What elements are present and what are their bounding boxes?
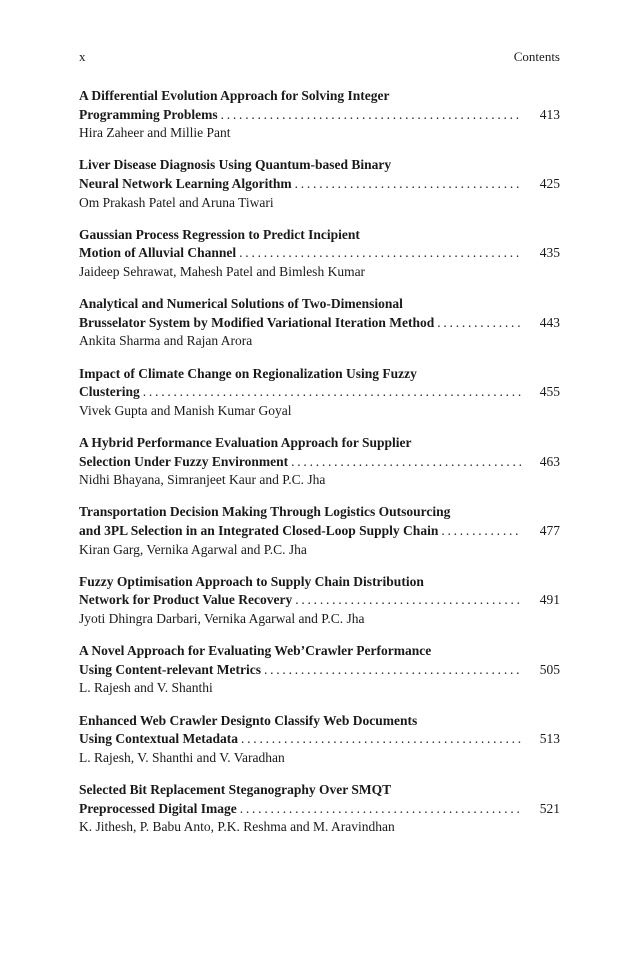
entry-authors: Jyoti Dhingra Darbari, Vernika Agarwal and P.C. Jha xyxy=(79,610,365,626)
toc-entry xyxy=(79,156,560,225)
entry-authors: Jaideep Sehrawat, Mahesh Patel and Bimlesh Kumar xyxy=(79,263,366,279)
dot-leader xyxy=(218,106,522,125)
page-header xyxy=(79,49,560,69)
dot-leader xyxy=(140,383,522,402)
entry-title-line: Network for Product Value Recovery xyxy=(79,592,293,608)
entry-title-line: A Differential Evolution Approach for Solving Integer xyxy=(79,88,390,103)
entry-page-number: 521 xyxy=(539,800,560,816)
entry-title-line: Neural Network Learning Algorithm xyxy=(79,175,292,191)
toc-entry xyxy=(79,226,560,295)
entry-title-leader-row xyxy=(79,314,560,333)
entry-title-line: Preprocessed Digital Image xyxy=(79,800,237,816)
entry-authors: K. Jithesh, P. Babu Anto, P.K. Reshma and M. Aravindhan xyxy=(79,819,395,835)
entry-title-line: Using Contextual Metadata xyxy=(79,731,238,747)
dot-leader xyxy=(292,175,522,194)
entry-title-line: Analytical and Numerical Solutions of Two-Dimensional xyxy=(79,296,403,312)
entry-title-leader-row xyxy=(79,106,560,125)
entry-title-line: Selected Bit Replacement Steganography Over SMQT xyxy=(79,781,392,797)
entry-page-number: 505 xyxy=(539,661,560,677)
entry-authors: Kiran Garg, Vernika Agarwal and P.C. Jha xyxy=(79,541,307,557)
entry-page-number: 435 xyxy=(539,245,560,261)
entry-title-leader-row xyxy=(79,661,560,680)
dot-leader xyxy=(292,591,522,610)
entry-page-number: 513 xyxy=(539,731,560,747)
entry-title-leader-row xyxy=(79,730,560,749)
toc-entry xyxy=(79,642,560,711)
entry-authors: L. Rajesh, V. Shanthi and V. Varadhan xyxy=(79,749,285,765)
entry-page-number: 425 xyxy=(539,175,560,191)
entry-authors: Nidhi Bhayana, Simranjeet Kaur and P.C. Jha xyxy=(79,472,326,488)
entry-title-line: Clustering xyxy=(79,384,140,400)
dot-leader xyxy=(434,314,522,333)
toc-entry xyxy=(79,503,560,572)
dot-leader xyxy=(236,244,522,263)
entry-authors: Ankita Sharma and Rajan Arora xyxy=(79,333,253,349)
entry-title-leader-row xyxy=(79,800,560,819)
dot-leader xyxy=(237,800,522,819)
entry-title-line: Programming Problems xyxy=(79,106,218,122)
entry-page-number: 477 xyxy=(539,522,560,538)
entry-authors: L. Rajesh and V. Shanthi xyxy=(79,680,213,696)
entry-page-number: 443 xyxy=(539,314,560,330)
toc-entry xyxy=(79,573,560,642)
dot-leader xyxy=(288,453,522,472)
entry-title-line: Motion of Alluvial Channel xyxy=(79,245,237,261)
entry-title-line: A Hybrid Performance Evaluation Approach for Supplier xyxy=(79,434,412,450)
entry-title-leader-row xyxy=(79,244,560,263)
entry-title-line: Liver Disease Diagnosis Using Quantum-based Binary xyxy=(79,157,392,173)
toc-entry xyxy=(79,781,560,850)
entry-title-leader-row xyxy=(79,591,560,610)
toc-entry xyxy=(79,365,560,434)
header-running-title: Contents xyxy=(513,49,560,64)
entry-page-number: 413 xyxy=(539,106,560,122)
toc-entry xyxy=(79,87,560,156)
entry-title-leader-row xyxy=(79,522,560,541)
entry-title-line: Transportation Decision Making Through Logistics Outsourcing xyxy=(79,504,451,520)
entry-authors: Om Prakash Patel and Aruna Tiwari xyxy=(79,194,274,210)
entry-page-number: 463 xyxy=(539,453,560,469)
entry-title-leader-row xyxy=(79,383,560,402)
entry-title-line: Impact of Climate Change on Regionalization Using Fuzzy xyxy=(79,365,417,381)
entry-title-line: Brusselator System by Modified Variational Iteration Method xyxy=(79,314,435,330)
dot-leader xyxy=(238,730,522,749)
table-of-contents xyxy=(79,87,560,850)
entry-authors: Hira Zaheer and Millie Pant xyxy=(79,125,231,141)
entry-title-line: Fuzzy Optimisation Approach to Supply Chain Distribution xyxy=(79,573,424,589)
toc-entry xyxy=(79,434,560,503)
entry-page-number: 455 xyxy=(539,384,560,400)
entry-title-line: and 3PL Selection in an Integrated Closed-Loop Supply Chain xyxy=(79,522,439,538)
entry-authors: Vivek Gupta and Manish Kumar Goyal xyxy=(79,402,292,418)
entry-title-leader-row xyxy=(79,453,560,472)
entry-title-leader-row xyxy=(79,175,560,194)
entry-title-line: Selection Under Fuzzy Environment xyxy=(79,453,289,469)
header-page-number: x xyxy=(79,49,86,64)
entry-page-number: 491 xyxy=(539,592,560,608)
toc-entry xyxy=(79,295,560,364)
dot-leader xyxy=(261,661,522,680)
entry-title-line: Gaussian Process Regression to Predict Incipient xyxy=(79,226,360,242)
dot-leader xyxy=(438,522,522,541)
entry-title-line: A Novel Approach for Evaluating Web’Crawler Performance xyxy=(79,643,432,659)
entry-title-line: Using Content-relevant Metrics xyxy=(79,661,261,677)
entry-title-line: Enhanced Web Crawler Designto Classify Web Documents xyxy=(79,712,418,728)
toc-entry xyxy=(79,712,560,781)
